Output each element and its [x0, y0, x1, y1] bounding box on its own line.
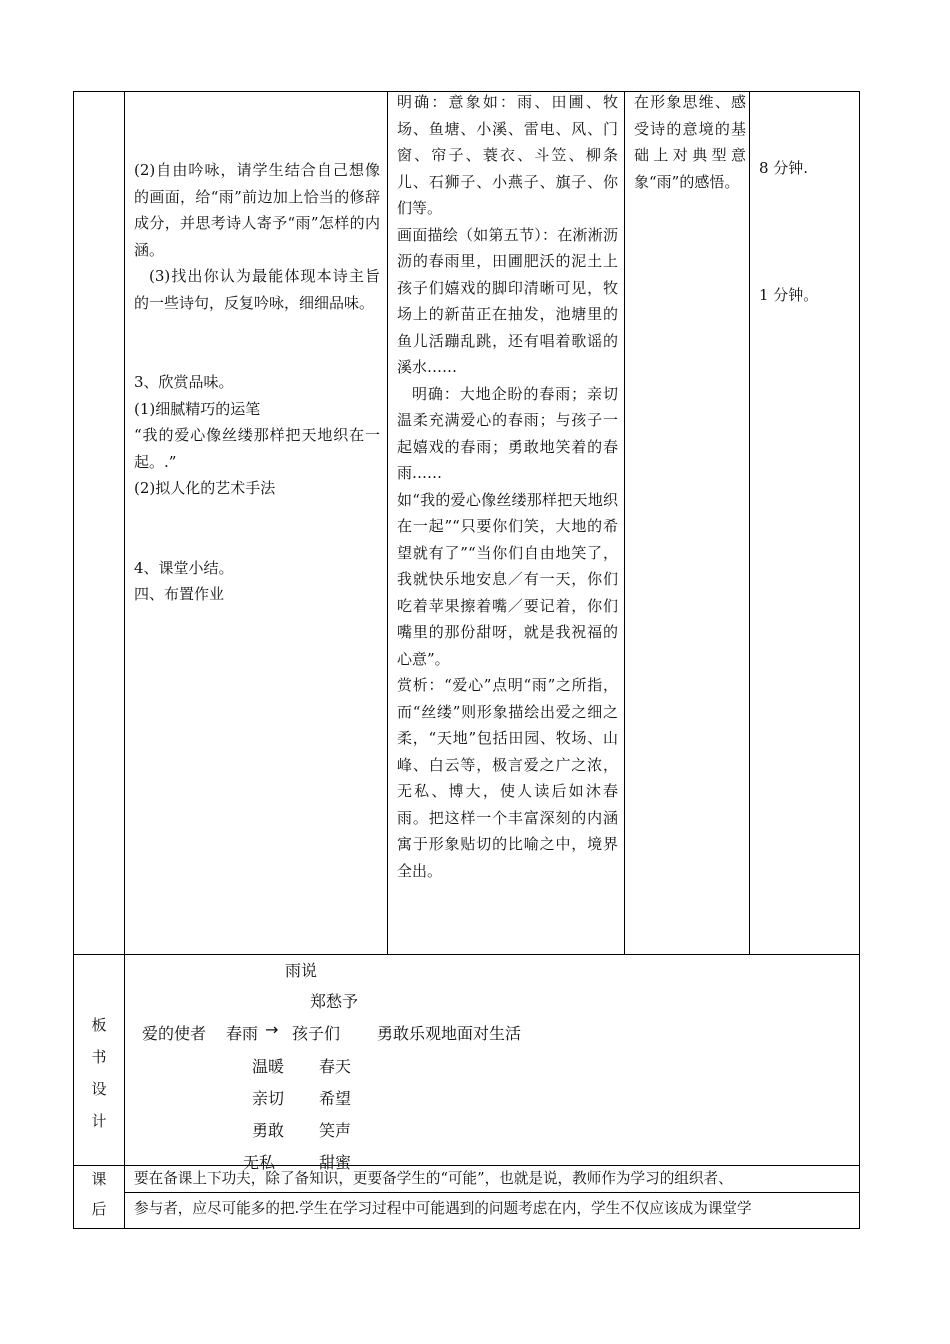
arrow-icon: → — [265, 1020, 279, 1039]
col2-divider — [387, 91, 388, 955]
step-summary: 4、课堂小结。 — [134, 558, 234, 577]
board-right-word: 甜蜜 — [319, 1153, 352, 1172]
answer-scene: 画面描绘（如第五节）：在淅淅沥沥的春雨里，田圃肥沃的泥土上孩子们嬉戏的脚印清晰可见，牧场上的新苗正在抽发，池塘里的鱼儿活蹦乱跳，还有唱着歌谣的溪水…… — [397, 225, 618, 376]
board-attitude: 勇敢乐观地面对生活 — [377, 1024, 522, 1043]
board-right-word: 春天 — [319, 1057, 352, 1076]
label-char: 设 — [91, 1080, 107, 1098]
step-appreciate-2: (2)拟人化的艺术手法 — [134, 479, 276, 497]
board-author: 郑愁予 — [310, 992, 359, 1011]
time-8min: 8 分钟. — [759, 159, 809, 177]
board-children: 孩子们 — [292, 1024, 341, 1043]
time-1min: 1 分钟。 — [759, 286, 819, 304]
design-intent-text: 在形象思维、感受诗的意境的基础上对典型意象“雨”的感悟。 — [634, 93, 746, 191]
board-title: 雨说 — [285, 961, 318, 980]
answer-quotes: 如“我的爱心像丝缕那样把天地织在一起”“只要你们笑，大地的希望就有了”“当你们自由地笑了，我就快乐地安息／有一天，你们吃着苹果擦着嘴／要记着，你们嘴里的那份甜呀，就是我祝福的心意”。 — [397, 490, 618, 668]
answers-cell — [397, 89, 618, 884]
spacer — [134, 316, 380, 369]
answer-rain: 明确：大地企盼的春雨；亲切温柔充满爱心的春雨；与孩子一起嬉戏的春雨；勇敢地笑着的春雨…… — [397, 384, 618, 482]
label-char: 板 — [91, 1016, 107, 1034]
answer-analysis: 赏析：“爱心”点明“雨”之所指，而“丝缕”则形象描绘出爱之细之柔，“天地”包括田园、牧场、山峰、白云等，极言爱之广之浓，无私、博大，使人读后如沐春雨。把这样一个丰富深刻的内涵寓于形象贴切的比喻之中，境界全出。 — [397, 676, 618, 880]
col3-divider — [624, 91, 625, 955]
board-spring-rain: 春雨 — [226, 1024, 259, 1043]
after-class-line-1: 要在备课上下功夫，除了备知识，更要备学生的“可能”，也就是说，教师作为学习的组织者、 — [134, 1170, 733, 1187]
quote-line: “我的爱心像丝缕那样把天地织在一起。.” — [134, 426, 380, 471]
table-bottom-border — [73, 1228, 860, 1229]
label-char: 计 — [91, 1112, 107, 1130]
board-left-word: 勇敢 — [252, 1121, 285, 1140]
table-right-border — [859, 91, 860, 1229]
after-class-line-2: 参与者，应尽可能多的把.学生在学习过程中可能遇到的问题考虑在内，学生不仅应该成为课堂学 — [134, 1200, 752, 1217]
step-2-text: (2)自由吟咏，请学生结合自己想像的画面，给“雨”前边加上恰当的修辞成分，并思考诗人寄予“雨”怎样的内涵。 — [134, 161, 380, 259]
after-class-label-1: 课 — [91, 1170, 107, 1188]
step-appreciate: 3、欣赏品味。 — [134, 373, 234, 391]
design-intent-cell — [634, 89, 746, 195]
answer-imagery: 明确：意象如：雨、田圃、牧场、鱼塘、小溪、雷电、风、门窗、帘子、蓑衣、斗笠、柳条儿、石狮子、小燕子、旗子、你们等。 — [397, 93, 618, 217]
board-left-word: 无私 — [243, 1153, 276, 1172]
step-3-text: (3)找出你认为最能体现本诗主旨的一些诗句，反复吟咏，细细品味。 — [134, 267, 380, 312]
board-design-label — [73, 1009, 125, 1137]
board-left-word: 温暖 — [252, 1057, 285, 1076]
spacer — [134, 502, 380, 555]
board-right-word: 笑声 — [319, 1121, 352, 1140]
board-left-word: 亲切 — [252, 1089, 285, 1108]
col4-divider — [749, 91, 750, 955]
step-appreciate-1: (1)细腻精巧的运笔 — [134, 399, 261, 418]
board-right-word: 希望 — [319, 1089, 352, 1108]
label-char: 书 — [91, 1048, 107, 1066]
board-messenger: 爱的使者 — [142, 1024, 207, 1043]
step-homework: 四、布置作业 — [134, 585, 225, 603]
teaching-steps-cell — [134, 157, 380, 608]
board-top-border — [73, 954, 860, 955]
after-class-label-2: 后 — [91, 1200, 107, 1218]
